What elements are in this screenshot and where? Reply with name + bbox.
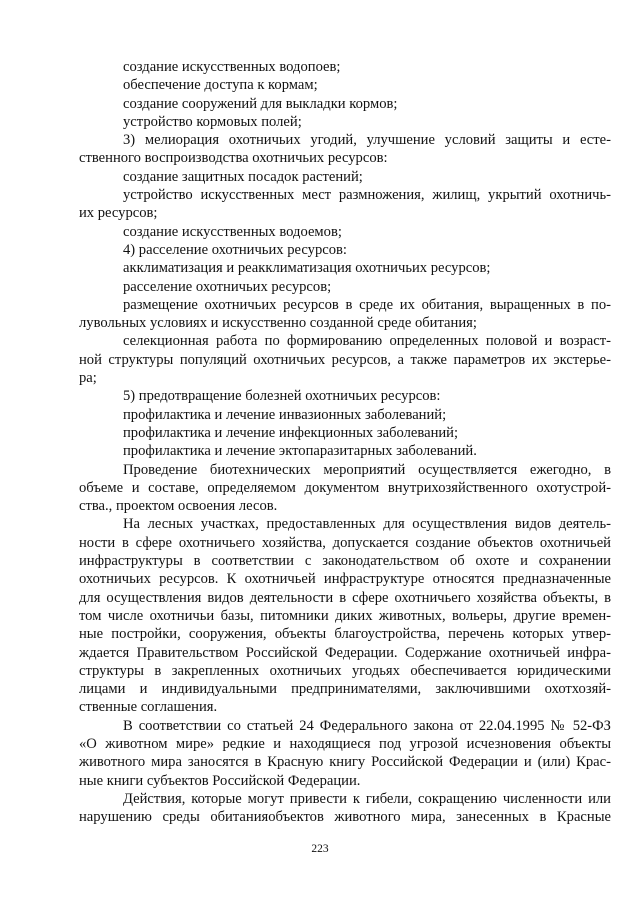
text-line-content: размещение охотничьих ресурсов в среде их обитания, выращенных в по-	[123, 296, 611, 313]
text-line	[79, 387, 611, 405]
text-line	[79, 534, 611, 552]
text-line-content: создание искусственных водоемов;	[123, 223, 342, 240]
text-line	[79, 662, 611, 680]
text-line	[79, 698, 611, 716]
text-line-content: том числе охотничьи базы, питомники диких животных, вольеры, другие времен-	[79, 607, 611, 624]
text-line	[79, 406, 611, 424]
text-line	[79, 204, 611, 222]
text-line-content: ные постройки, сооружения, объекты благоустройства, перечень которых утвер-	[79, 626, 611, 643]
text-line	[79, 223, 611, 241]
text-line	[79, 753, 611, 771]
text-line-content: лувольных условиях и искусственно созданной среде обитания;	[79, 315, 477, 332]
text-line	[79, 314, 611, 332]
body-text	[79, 58, 611, 826]
text-line-content: устройство искусственных мест размножения, жилищ, укрытий охотничь-	[123, 187, 611, 204]
text-line	[79, 461, 611, 479]
text-line	[79, 369, 611, 387]
text-line-content: профилактика и лечение инвазионных заболеваний;	[123, 406, 447, 423]
text-line	[79, 570, 611, 588]
text-line	[79, 589, 611, 607]
text-line	[79, 680, 611, 698]
text-line-content: 3) мелиорация охотничьих угодий, улучшение условий защиты и есте-	[123, 132, 611, 149]
text-line-content: ственные соглашения.	[79, 699, 218, 716]
text-line-content: ные книги субъектов Российской Федерации.	[79, 772, 361, 789]
text-line	[79, 790, 611, 808]
text-line-content: создание защитных посадок растений;	[123, 168, 363, 185]
text-line-content: обеспечение доступа к кормам;	[123, 77, 318, 94]
text-line-content: охотничьих ресурсов. К охотничьей инфраструктуре относятся предназначенные	[79, 571, 611, 588]
text-line-content: На лесных участках, предоставленных для осуществления видов деятель-	[123, 516, 611, 533]
text-line	[79, 772, 611, 790]
text-line	[79, 278, 611, 296]
text-line-content: животного мира заносятся в Красную книгу Российской Федерации и (или) Крас-	[79, 754, 611, 771]
text-line-content: Проведение биотехнических мероприятий осуществляется ежегодно, в	[123, 461, 611, 478]
text-line	[79, 625, 611, 643]
text-line-content: создание искусственных водопоев;	[123, 59, 341, 75]
text-line-content: 4) расселение охотничьих ресурсов:	[123, 241, 347, 258]
text-line-content: селекционная работа по формированию определенных половой и возраст-	[123, 333, 611, 350]
text-line-content: лицами и индивидуальными предпринимателями, заключившими охотхозяй-	[79, 681, 611, 698]
text-line-content: нарушению среды обитанияобъектов животного мира, занесенных в Красные	[79, 809, 611, 826]
text-line	[79, 515, 611, 533]
text-line	[79, 735, 611, 753]
text-line	[79, 644, 611, 662]
text-line-content: профилактика и лечение эктопаразитарных заболеваний.	[123, 443, 477, 460]
text-line	[79, 186, 611, 204]
text-line-content: ра;	[79, 370, 97, 387]
text-line-content: устройство кормовых полей;	[123, 113, 302, 130]
text-line	[79, 259, 611, 277]
text-line	[79, 351, 611, 369]
text-line-content: их ресурсов;	[79, 205, 158, 222]
text-line-content: ственного воспроизводства охотничьих ресурсов:	[79, 150, 388, 167]
text-line	[79, 424, 611, 442]
text-line-content: объеме и составе, определяемом документом внутрихозяйственного охотустрой-	[79, 479, 611, 496]
text-line	[79, 241, 611, 259]
text-line-content: профилактика и лечение инфекционных заболеваний;	[123, 424, 459, 441]
text-line	[79, 58, 611, 76]
text-line-content: Действия, которые могут привести к гибели, сокращению численности или	[123, 790, 611, 807]
text-line-content: «О животном мире» редкие и находящиеся под угрозой исчезновения объекты	[79, 735, 611, 752]
text-line	[79, 76, 611, 94]
page-number: 223	[311, 843, 329, 855]
text-line-content: ждается Правительством Российской Федерации. Содержание охотничьей инфра-	[79, 644, 611, 661]
text-line-content: ной структуры популяций охотничьих ресурсов, а также параметров их экстерье-	[79, 351, 611, 368]
text-line	[79, 607, 611, 625]
text-line	[79, 808, 611, 826]
text-line	[79, 149, 611, 167]
text-line-content: инфраструктуры в соответствии с законодательством об охоте и сохранении	[79, 553, 611, 570]
text-line-content: расселение охотничьих ресурсов;	[123, 278, 332, 295]
text-line	[79, 442, 611, 460]
text-line	[79, 497, 611, 515]
text-line	[79, 717, 611, 735]
text-line-content: 5) предотвращение болезней охотничьих ресурсов:	[123, 388, 441, 405]
text-line-content: ства., проектом освоения лесов.	[79, 498, 278, 515]
text-line-content: для осуществления видов деятельности в сфере охотничьего хозяйства объекты, в	[79, 589, 611, 606]
text-line	[79, 479, 611, 497]
text-line	[79, 131, 611, 149]
text-line-content: акклиматизация и реакклиматизация охотничьих ресурсов;	[123, 260, 491, 277]
text-line	[79, 332, 611, 350]
text-line	[79, 113, 611, 131]
text-line-content: ности в сфере охотничьего хозяйства, допускается создание объектов охотничьей	[79, 534, 611, 551]
text-line	[79, 168, 611, 186]
text-line	[79, 552, 611, 570]
text-line	[79, 296, 611, 314]
text-line-content: создание сооружений для выкладки кормов;	[123, 95, 398, 112]
text-line	[79, 95, 611, 113]
text-line-content: В соответствии со статьей 24 Федерального закона от 22.04.1995 № 52-ФЗ	[123, 717, 611, 734]
text-line-content: структуры в закрепленных охотничьих угодьях обеспечивается юридическими	[79, 662, 611, 679]
